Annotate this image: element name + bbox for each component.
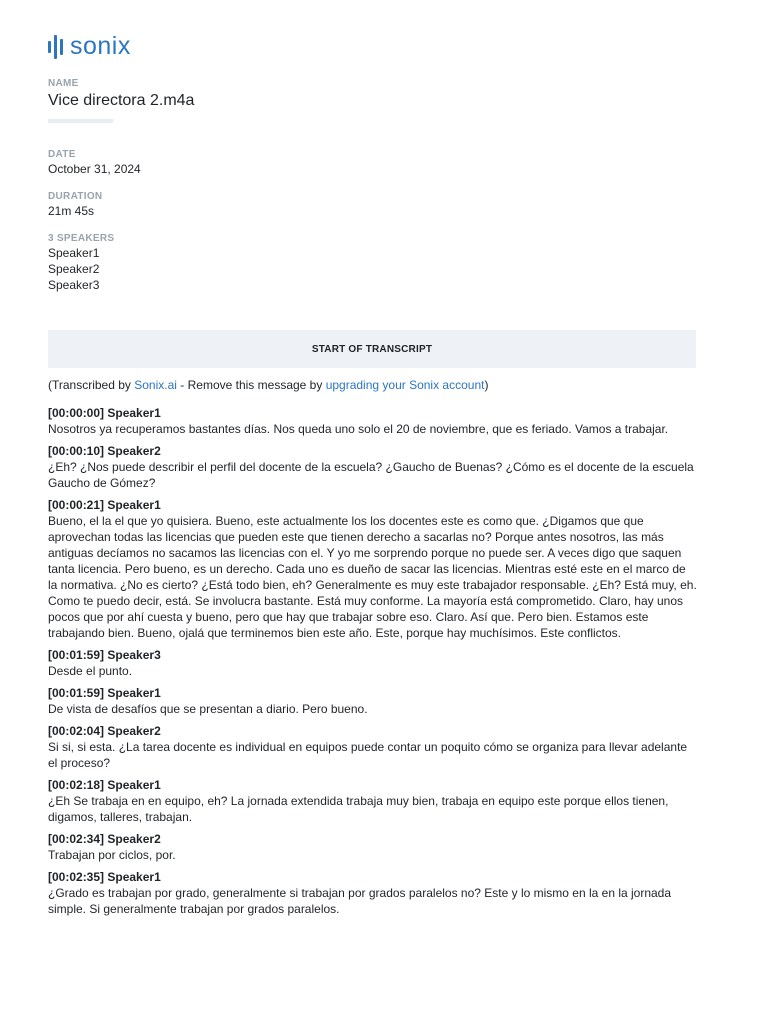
speaker-name: Speaker1 — [107, 498, 161, 512]
timestamp: [00:02:18] — [48, 778, 105, 792]
entry-header — [48, 723, 698, 739]
speaker-name: Speaker1 — [107, 686, 161, 700]
transcript-entry — [48, 685, 698, 717]
utterance-text: Bueno, el la el que yo quisiera. Bueno, este actualmente los los docentes este es como que. ¿Digamos que que aprovechan todas las licencias que pueden este que tienen derecho a sacarlas no? Porque antes nosotros, las más antiguas decíamos no sacamos las licencias con el. Y yo me sorprendo porque no puede ser. A veces digo que saquen tanta licencia. Pero bueno, es un derecho. Cada uno es dueño de sacar las licencias. Mientras esté este en el marco de la normativa. ¿No es cierto? ¿Está todo bien, eh? Generalmente es muy este trabajador responsable. ¿Eh? Está muy, eh. Como te puedo decir, está. Se involucra bastante. Está muy conforme. La mayoría está comprometido. Claro, hay unos pocos que por ahí cuesta y bueno, pero que hay que trabajar sobre eso. Claro. Así que. Pero bien. Estamos este trabajando bien. Bueno, ojalá que terminemos bien este año. Este, porque hay muchísimos. Este conflictos. — [48, 514, 697, 640]
entry-header — [48, 869, 698, 885]
transcript-entry — [48, 647, 698, 679]
entry-header — [48, 647, 698, 663]
transcript-body — [48, 405, 698, 923]
notice-suffix: ) — [484, 378, 489, 392]
start-of-transcript-banner: START OF TRANSCRIPT — [48, 330, 696, 368]
entry-header — [48, 831, 698, 847]
notice-middle: - Remove this message by — [176, 378, 326, 392]
utterance-text: ¿Eh Se trabaja en en equipo, eh? La jornada extendida trabaja muy bien, trabaja en equipo este porque ellos tienen, digamos, talleres, trabajan. — [48, 794, 669, 824]
sonix-waveform-icon — [48, 35, 63, 59]
speaker-name: Speaker1 — [107, 406, 161, 420]
transcript-entry — [48, 443, 698, 491]
duration-value: 21m 45s — [48, 204, 95, 218]
speaker-item: Speaker1 — [48, 246, 100, 260]
utterance-text: ¿Eh? ¿Nos puede describir el perfil del docente de la escuela? ¿Gaucho de Buenas? ¿Cómo es el docente de la escuela Gaucho de Gómez? — [48, 460, 694, 490]
entry-header — [48, 405, 698, 421]
date-label: DATE — [48, 149, 76, 160]
timestamp: [00:00:10] — [48, 444, 105, 458]
brand-name: sonix — [70, 32, 131, 60]
utterance-text: Trabajan por ciclos, por. — [48, 848, 176, 862]
timestamp: [00:00:21] — [48, 498, 105, 512]
utterance-text: De vista de desafíos que se presentan a diario. Pero bueno. — [48, 702, 368, 716]
utterance-text: Desde el punto. — [48, 664, 133, 678]
transcript-entry — [48, 723, 698, 771]
timestamp: [00:01:59] — [48, 686, 105, 700]
speaker-item: Speaker2 — [48, 262, 100, 276]
entry-header — [48, 443, 698, 459]
transcription-notice — [48, 378, 488, 392]
timestamp: [00:02:04] — [48, 724, 105, 738]
name-label: NAME — [48, 78, 79, 89]
entry-header — [48, 497, 698, 513]
utterance-text: ¿Grado es trabajan por grado, generalmente si trabajan por grados paralelos no? Este y lo mismo en la en la jornada simple. Si generalmente trabajan por grados paralelos. — [48, 886, 672, 916]
timestamp: [00:01:59] — [48, 648, 105, 662]
speaker-list — [48, 245, 99, 293]
speaker-name: Speaker3 — [107, 648, 161, 662]
notice-prefix: (Transcribed by — [48, 378, 135, 392]
timestamp: [00:02:34] — [48, 832, 105, 846]
speaker-name: Speaker2 — [107, 444, 161, 458]
entry-header — [48, 777, 698, 793]
entry-header — [48, 685, 698, 701]
transcript-entry — [48, 831, 698, 863]
transcript-entry — [48, 869, 698, 917]
duration-label: DURATION — [48, 191, 103, 202]
speaker-item: Speaker3 — [48, 278, 100, 292]
sonix-logo — [48, 34, 131, 59]
utterance-text: Si si, si esta. ¿La tarea docente es individual en equipos puede contar un poquito cómo se organiza para llevar adelante el proceso? — [48, 740, 688, 770]
utterance-text: Nosotros ya recuperamos bastantes días. Nos queda uno solo el 20 de noviembre, que es feriado. Vamos a trabajar. — [48, 422, 669, 436]
date-value: October 31, 2024 — [48, 162, 141, 176]
sonix-link[interactable]: Sonix.ai — [134, 378, 177, 392]
speaker-name: Speaker1 — [107, 870, 161, 884]
speaker-name: Speaker1 — [107, 778, 161, 792]
speaker-name: Speaker2 — [107, 832, 161, 846]
transcript-entry — [48, 777, 698, 825]
timestamp: [00:02:35] — [48, 870, 105, 884]
transcript-entry — [48, 405, 698, 437]
timestamp: [00:00:00] — [48, 406, 105, 420]
speaker-name: Speaker2 — [107, 724, 161, 738]
name-divider — [48, 119, 113, 123]
file-name: Vice directora 2.m4a — [48, 92, 195, 109]
transcript-entry — [48, 497, 698, 641]
speakers-label: 3 SPEAKERS — [48, 233, 115, 244]
upgrade-account-link[interactable]: upgrading your Sonix account — [325, 378, 485, 392]
